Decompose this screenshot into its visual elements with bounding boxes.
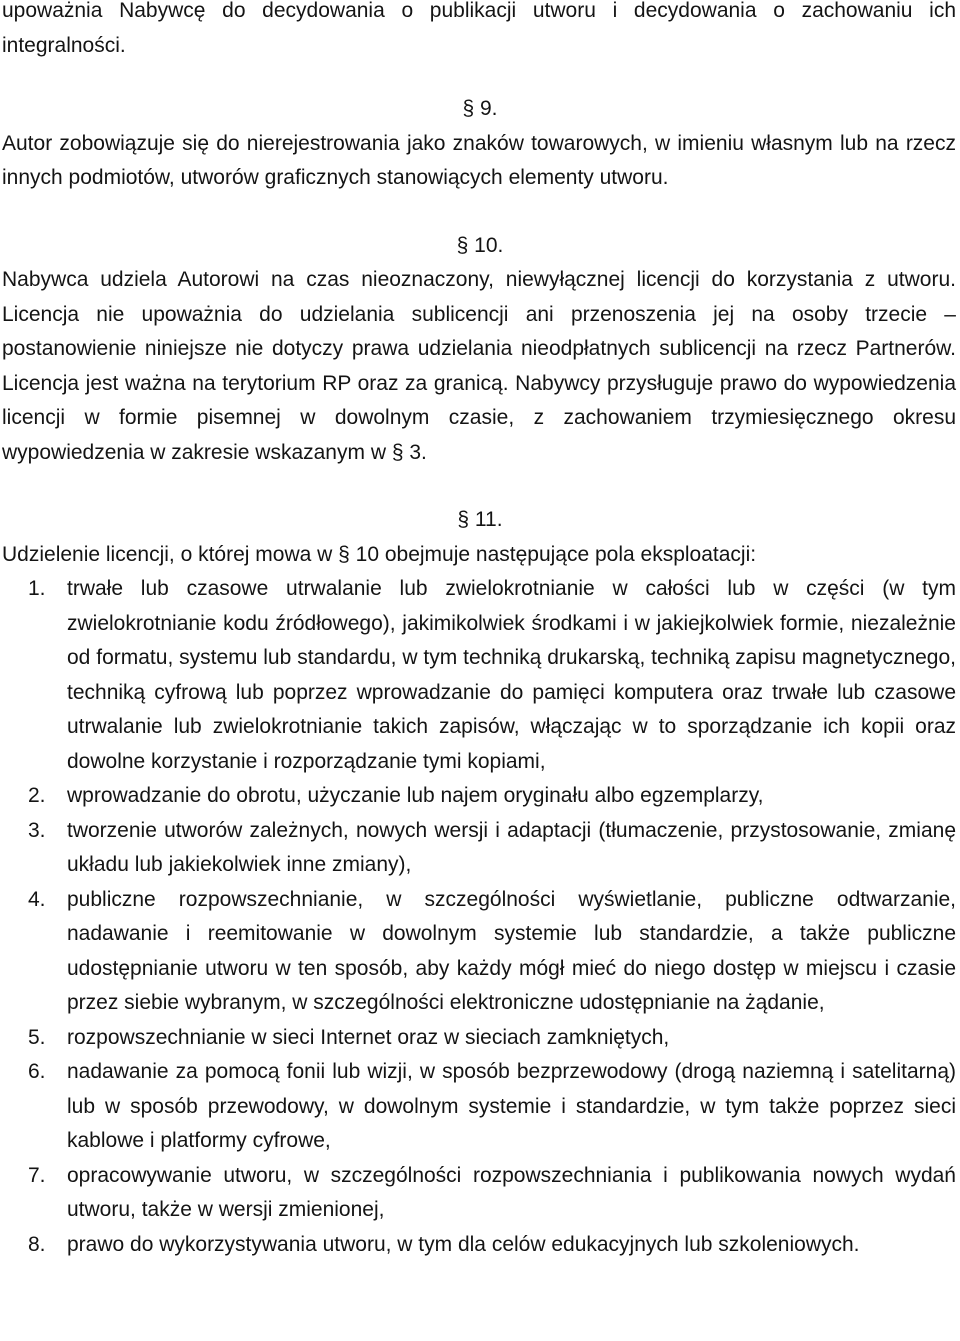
list-item-text: wprowadzanie do obrotu, użyczanie lub najem oryginału albo egzemplarzy, [67,784,764,807]
list-item-text: opracowywanie utworu, w szczególności rozpowszechniania i publikowania nowych wydań utworu, także w wersji zmienionej, [67,1163,956,1221]
list-item-number: 4. [28,887,46,911]
list-item [0,814,960,883]
list-item-text: prawo do wykorzystywania utworu, w tym dla celów edukacyjnych lub szkoleniowych. [67,1232,860,1256]
list-item-text: trwałe lub czasowe utrwalanie lub zwielokrotnianie w całości lub w części (w tym zwielokrotnianie kodu źródłowego), jakimikolwiek środkami i w jakiejkolwiek formie, niezależnie od formatu, systemu lub standardu, w tym techniką drukarską, techniką zapisu magnetycznego, techniką cyfrową lub poprzez wprowadzanie do pamięci komputera oraz trwałe lub czasowe utrwalanie lub zwielokrotnianie takich zapisów, włączając w to sporządzanie ich kopii oraz dowolne korzystanie i rozporządzanie tymi kopiami, [67,577,956,773]
list-item-number: 2. [28,784,46,807]
section-10-heading: § 10. [456,233,504,257]
section-9-heading: § 9. [462,97,498,120]
list-item [0,1055,960,1159]
list-item-text: rozpowszechnianie w sieci Internet oraz w sieciach zamkniętych, [67,1025,670,1049]
list-item-number: 8. [28,1232,46,1256]
list-item-text: nadawanie za pomocą fonii lub wizji, w sposób bezprzewodowy (drogą naziemną i satelitarną) lub w sposób przewodowy, w dowolnym systemie i standardzie, w tym także poprzez sieci kablowe i platformy cyfrowe, [67,1060,956,1152]
list-item [0,779,960,814]
list-item-number: 5. [28,1025,46,1049]
list-item [0,1159,960,1228]
list-item-text: tworzenie utworów zależnych, nowych wersji i adaptacji (tłumaczenie, przystosowanie, zmianę układu lub jakiekolwiek inne zmiany), [67,818,956,876]
section-11-heading: § 11. [457,508,503,531]
list-item-text: publiczne rozpowszechnianie, w szczególności wyświetlanie, publiczne odtwarzanie, nadawanie i reemitowanie w dowolnym systemie lub standardzie, a także publiczne udostępnianie utworu w ten sposób, aby każdy mógł mieć do niego dostęp w miejscu i czasie przez siebie wybranym, w szczególności elektroniczne udostępnianie na żądanie, [67,887,956,1014]
section-10-paragraph: Nabywca udziela Autorowi na czas nieoznaczony, niewyłącznej licencji do korzystania z utworu. Licencja nie upoważnia do udzielania sublicencji ani przenoszenia jej na osoby trzecie – postanowienie niniejsze nie dotyczy prawa udzielania nieodpłatnych sublicencji na rzecz Partnerów. Licencja jest ważna na terytorium RP oraz za granicą. Nabywcy przysługuje prawo do wypowiedzenia licencji w formie pisemnej w dowolnym czasie, z zachowaniem trzymiesięcznego okresu wypowiedzenia w zakresie wskazanym w § 3. [2,268,956,464]
list-item [0,883,960,1021]
list-item-number: 7. [28,1163,46,1187]
list-item-number: 1. [28,577,46,600]
intro-paragraph: upoważnia Nabywcę do decydowania o publikacji utworu i decydowania o zachowaniu ich integralności. [2,0,956,57]
section-9-paragraph: Autor zobowiązuje się do nierejestrowania jako znaków towarowych, w imieniu własnym lub na rzecz innych podmiotów, utworów graficznych stanowiących elementy utworu. [2,131,956,189]
exploitation-fields-list [0,572,960,1262]
list-item [0,1021,960,1056]
list-item-number: 3. [28,818,46,842]
list-item-number: 6. [28,1060,46,1083]
section-11-paragraph: Udzielenie licencji, o której mowa w § 10 obejmuje następujące pola eksploatacji: [2,542,757,566]
list-item [0,1228,960,1263]
list-item [0,572,960,779]
